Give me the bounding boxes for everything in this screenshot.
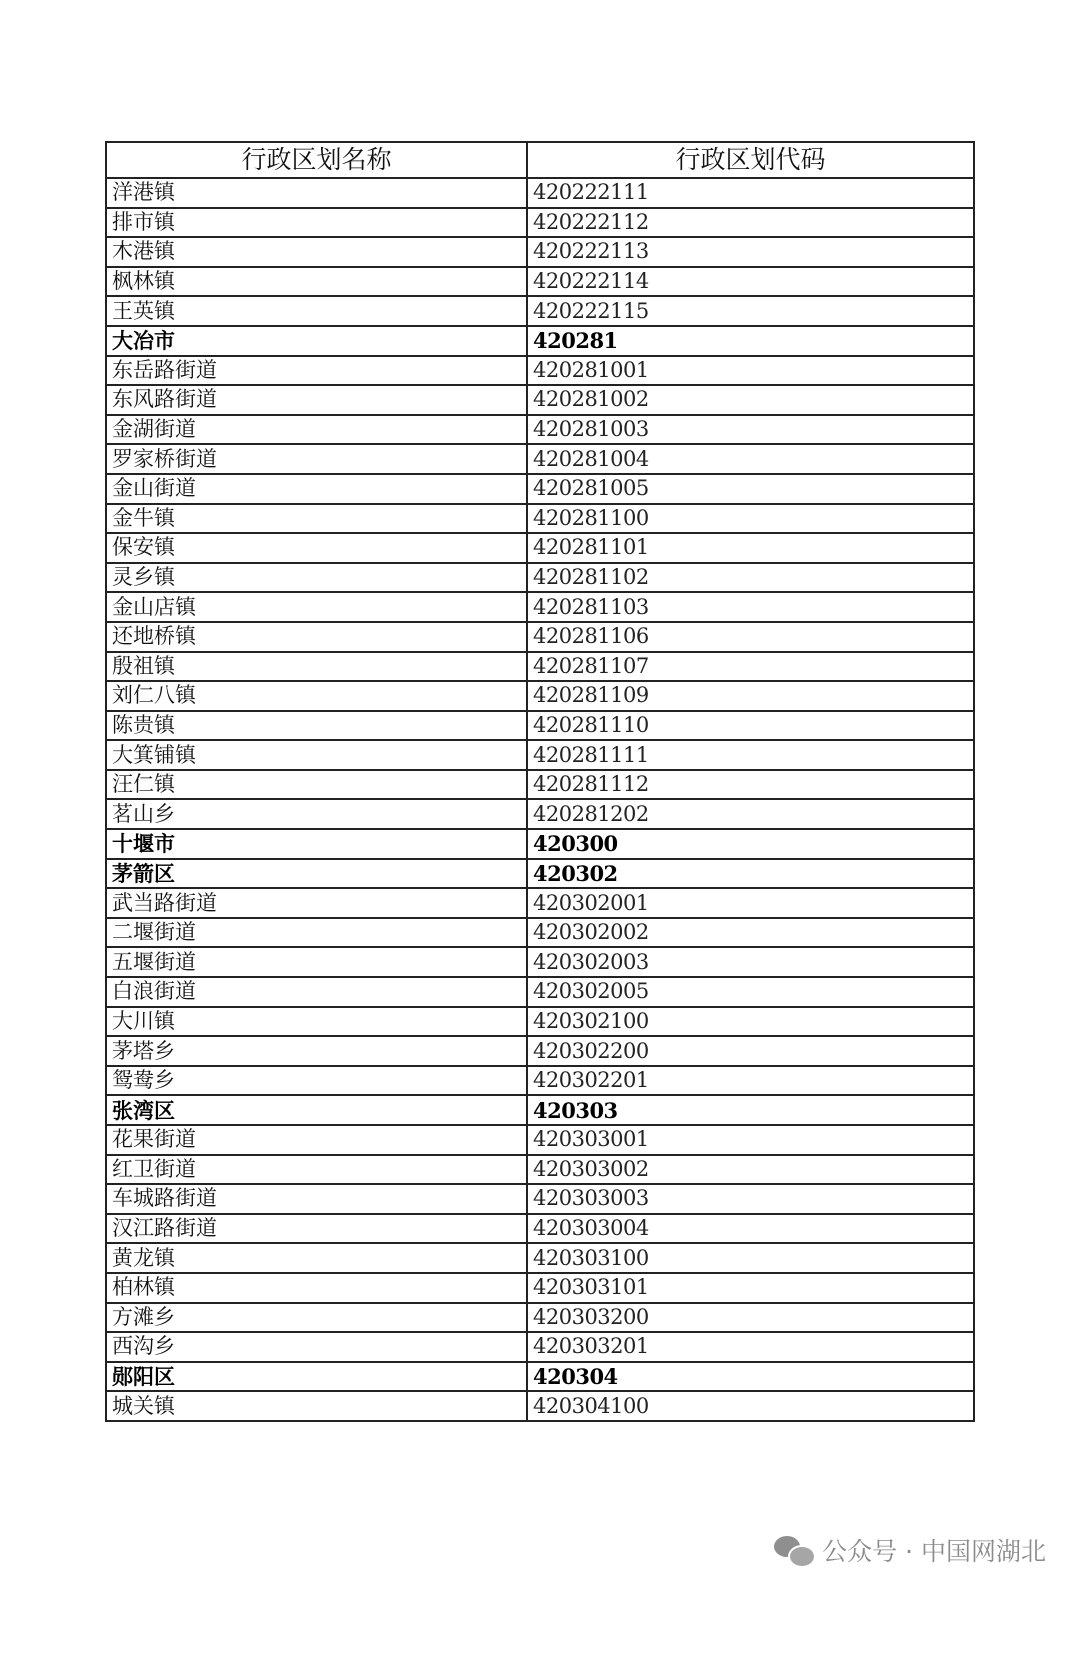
table-row	[106, 1362, 974, 1392]
division-name-cell: 东风路街道	[106, 385, 527, 415]
division-code-cell: 420302003	[527, 947, 974, 977]
table-row	[106, 1391, 974, 1421]
division-name-cell: 茅箭区	[106, 859, 527, 889]
division-code-cell: 420303100	[527, 1243, 974, 1273]
table-row	[106, 770, 974, 800]
table-row	[106, 829, 974, 859]
table-row	[106, 385, 974, 415]
table-row	[106, 1184, 974, 1214]
division-name-cell: 茅塔乡	[106, 1036, 527, 1066]
division-code-cell: 420281106	[527, 622, 974, 652]
division-name-cell: 五堰街道	[106, 947, 527, 977]
division-name-cell: 鸳鸯乡	[106, 1066, 527, 1096]
division-code-cell: 420281002	[527, 385, 974, 415]
division-name-cell: 殷祖镇	[106, 652, 527, 682]
header-division-name: 行政区划名称	[106, 142, 527, 178]
table-row	[106, 1214, 974, 1244]
division-code-cell: 420302005	[527, 977, 974, 1007]
division-code-cell: 420303201	[527, 1332, 974, 1362]
division-code-cell: 420222111	[527, 178, 974, 208]
division-name-cell: 红卫街道	[106, 1155, 527, 1185]
table-row	[106, 267, 974, 297]
table-row	[106, 356, 974, 386]
table-row	[106, 1155, 974, 1185]
division-name-cell: 金山街道	[106, 474, 527, 504]
table-row	[106, 563, 974, 593]
table-row	[106, 918, 974, 948]
division-name-cell: 汉江路街道	[106, 1214, 527, 1244]
table-row	[106, 622, 974, 652]
division-code-cell: 420302	[527, 859, 974, 889]
table-header-row	[106, 142, 974, 178]
division-name-cell: 木港镇	[106, 237, 527, 267]
division-code-cell: 420281001	[527, 356, 974, 386]
division-name-cell: 王英镇	[106, 296, 527, 326]
division-code-cell: 420304	[527, 1362, 974, 1392]
table-row	[106, 711, 974, 741]
division-name-cell: 柏林镇	[106, 1273, 527, 1303]
division-code-cell: 420281110	[527, 711, 974, 741]
table-row	[106, 1007, 974, 1037]
watermark	[774, 1532, 1046, 1568]
division-name-cell: 大冶市	[106, 326, 527, 356]
wechat-icon	[774, 1534, 814, 1566]
division-code-cell: 420222115	[527, 296, 974, 326]
header-division-code: 行政区划代码	[527, 142, 974, 178]
division-code-cell: 420302001	[527, 888, 974, 918]
table-row	[106, 237, 974, 267]
division-name-cell: 枫林镇	[106, 267, 527, 297]
division-name-cell: 汪仁镇	[106, 770, 527, 800]
division-name-cell: 灵乡镇	[106, 563, 527, 593]
table-row	[106, 533, 974, 563]
division-code-cell: 420222114	[527, 267, 974, 297]
table-row	[106, 1303, 974, 1333]
division-name-cell: 陈贵镇	[106, 711, 527, 741]
division-code-cell: 420281103	[527, 592, 974, 622]
table-body	[106, 178, 974, 1421]
table-row	[106, 859, 974, 889]
division-code-cell: 420281	[527, 326, 974, 356]
division-name-cell: 金牛镇	[106, 504, 527, 534]
division-code-cell: 420281102	[527, 563, 974, 593]
table-row	[106, 740, 974, 770]
division-name-cell: 洋港镇	[106, 178, 527, 208]
division-name-cell: 刘仁八镇	[106, 681, 527, 711]
table-row	[106, 1243, 974, 1273]
division-code-cell: 420302100	[527, 1007, 974, 1037]
table-row	[106, 799, 974, 829]
division-code-table	[105, 141, 975, 1422]
division-code-cell: 420281202	[527, 799, 974, 829]
table-row	[106, 1066, 974, 1096]
division-name-cell: 茗山乡	[106, 799, 527, 829]
division-name-cell: 大箕铺镇	[106, 740, 527, 770]
division-code-cell: 420281100	[527, 504, 974, 534]
table-row	[106, 326, 974, 356]
division-code-cell: 420303	[527, 1095, 974, 1125]
division-name-cell: 排市镇	[106, 208, 527, 238]
division-name-cell: 郧阳区	[106, 1362, 527, 1392]
table-row	[106, 1273, 974, 1303]
division-code-cell: 420281004	[527, 444, 974, 474]
division-name-cell: 大川镇	[106, 1007, 527, 1037]
division-code-cell: 420281005	[527, 474, 974, 504]
division-code-cell: 420304100	[527, 1391, 974, 1421]
table-row	[106, 474, 974, 504]
division-code-cell: 420302002	[527, 918, 974, 948]
division-code-cell: 420303003	[527, 1184, 974, 1214]
division-code-cell: 420302200	[527, 1036, 974, 1066]
watermark-text: 公众号 · 中国网湖北	[822, 1537, 1046, 1566]
table-row	[106, 977, 974, 1007]
table-row	[106, 415, 974, 445]
table-row	[106, 296, 974, 326]
division-name-cell: 东岳路街道	[106, 356, 527, 386]
division-code-cell: 420281107	[527, 652, 974, 682]
division-code-cell: 420222112	[527, 208, 974, 238]
division-code-cell: 420303002	[527, 1155, 974, 1185]
table-row	[106, 178, 974, 208]
division-name-cell: 张湾区	[106, 1095, 527, 1125]
division-name-cell: 武当路街道	[106, 888, 527, 918]
division-code-cell: 420303001	[527, 1125, 974, 1155]
division-code-cell: 420281111	[527, 740, 974, 770]
table-row	[106, 592, 974, 622]
division-name-cell: 西沟乡	[106, 1332, 527, 1362]
division-name-cell: 车城路街道	[106, 1184, 527, 1214]
division-name-cell: 花果街道	[106, 1125, 527, 1155]
division-name-cell: 保安镇	[106, 533, 527, 563]
division-code-cell: 420281112	[527, 770, 974, 800]
table-row	[106, 652, 974, 682]
division-code-cell: 420281109	[527, 681, 974, 711]
table-row	[106, 681, 974, 711]
division-code-cell: 420281003	[527, 415, 974, 445]
table-row	[106, 1125, 974, 1155]
division-code-cell: 420303004	[527, 1214, 974, 1244]
table-row	[106, 1332, 974, 1362]
division-name-cell: 罗家桥街道	[106, 444, 527, 474]
division-name-cell: 还地桥镇	[106, 622, 527, 652]
division-code-cell: 420281101	[527, 533, 974, 563]
division-name-cell: 十堰市	[106, 829, 527, 859]
division-code-cell: 420300	[527, 829, 974, 859]
division-name-cell: 金山店镇	[106, 592, 527, 622]
table-row	[106, 444, 974, 474]
division-code-cell: 420303200	[527, 1303, 974, 1333]
division-name-cell: 方滩乡	[106, 1303, 527, 1333]
division-name-cell: 金湖街道	[106, 415, 527, 445]
division-name-cell: 二堰街道	[106, 918, 527, 948]
table-row	[106, 1036, 974, 1066]
division-name-cell: 城关镇	[106, 1391, 527, 1421]
division-code-cell: 420303101	[527, 1273, 974, 1303]
table-row	[106, 947, 974, 977]
table-row	[106, 208, 974, 238]
table-row	[106, 888, 974, 918]
division-name-cell: 白浪街道	[106, 977, 527, 1007]
division-code-cell: 420302201	[527, 1066, 974, 1096]
table-row	[106, 504, 974, 534]
division-code-cell: 420222113	[527, 237, 974, 267]
table-row	[106, 1095, 974, 1125]
division-name-cell: 黄龙镇	[106, 1243, 527, 1273]
